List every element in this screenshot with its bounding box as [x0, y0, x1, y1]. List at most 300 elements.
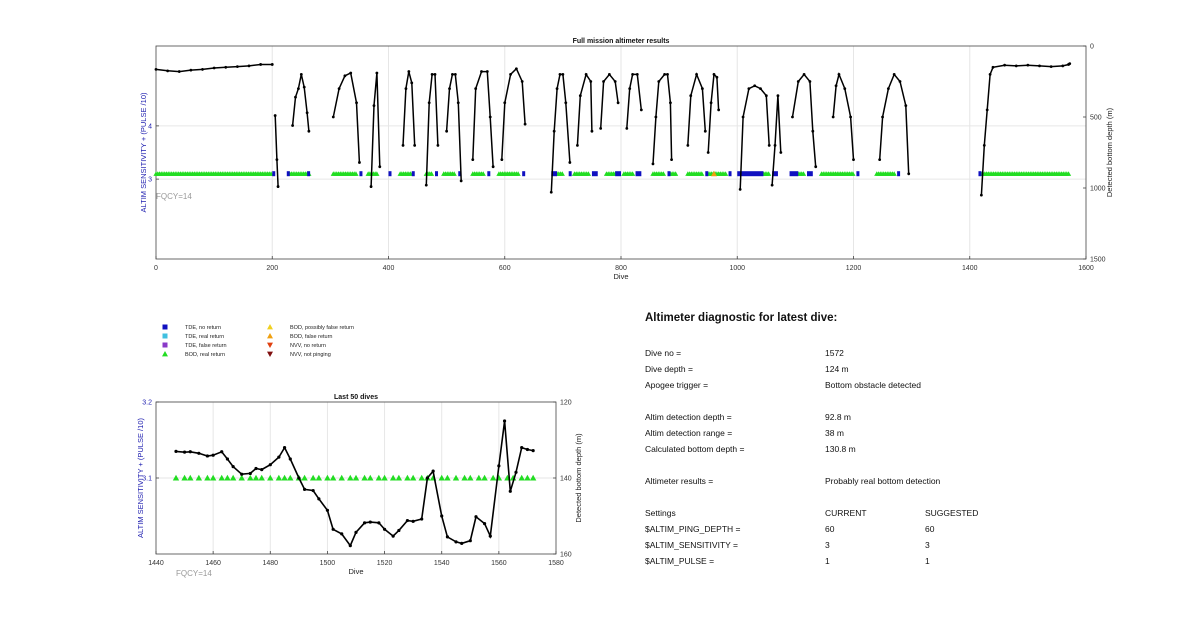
depth-point: [599, 127, 602, 130]
mission-y-right-tick-label: 500: [1090, 114, 1102, 122]
pulse-label: $ALTIM_PULSE =: [645, 556, 715, 566]
depth-point: [289, 457, 292, 460]
depth-point: [492, 165, 495, 168]
depth-point: [454, 73, 457, 76]
tde-no-return-marker: [592, 171, 598, 176]
depth-point: [189, 450, 192, 453]
depth-point: [291, 124, 294, 127]
last50-y-right-tick-label: 140: [560, 475, 572, 483]
ping-depth-suggested: 60: [925, 524, 935, 534]
depth-point: [489, 535, 492, 538]
legend-label: BOD, false return: [290, 334, 333, 341]
depth-point: [791, 116, 794, 119]
depth-point: [349, 544, 352, 547]
depth-point: [402, 144, 405, 147]
depth-point: [297, 476, 300, 479]
depth-point: [454, 540, 457, 543]
last50-x-tick-label: 1440: [148, 560, 164, 567]
depth-point: [657, 80, 660, 83]
depth-line: [688, 74, 706, 145]
depth-point: [451, 73, 454, 76]
depth-point: [260, 468, 263, 471]
dive-depth-label: Dive depth =: [645, 364, 693, 374]
mission-x-tick-label: 400: [382, 265, 395, 272]
sensitivity-suggested: 3: [925, 540, 930, 550]
detect-range-label: Altim detection range =: [645, 428, 733, 438]
depth-line: [473, 72, 493, 167]
legend-marker-triangle: [267, 343, 273, 348]
depth-point: [460, 542, 463, 545]
depth-point: [614, 80, 617, 83]
depth-point: [803, 73, 806, 76]
depth-point: [166, 69, 169, 72]
legend-label: NVV, no return: [290, 343, 326, 350]
last50-y-right-tick-label: 120: [560, 399, 572, 407]
depth-point: [1026, 64, 1029, 67]
depth-point: [509, 73, 512, 76]
tde-no-return-marker: [522, 171, 525, 176]
last50-fqcy-annotation: FQCY=14: [176, 569, 212, 578]
depth-point: [739, 188, 742, 191]
depth-point: [617, 101, 620, 104]
diagnostic-title: Altimeter diagnostic for latest dive:: [645, 312, 838, 324]
depth-line: [293, 74, 309, 131]
depth-point: [670, 158, 673, 161]
depth-point: [503, 101, 506, 104]
depth-point: [695, 73, 698, 76]
depth-point: [178, 70, 181, 73]
depth-point: [814, 165, 817, 168]
depth-point: [332, 528, 335, 531]
depth-point: [303, 488, 306, 491]
depth-point: [520, 446, 523, 449]
depth-point: [405, 87, 408, 90]
depth-point: [434, 73, 437, 76]
last50-y-left-label: ALTIM SENSITIVITY + (PULSE /10): [136, 418, 145, 538]
depth-point: [274, 114, 277, 117]
depth-point: [742, 116, 745, 119]
depth-point: [881, 116, 884, 119]
depth-point: [440, 514, 443, 517]
legend-label: TDE, no return: [185, 325, 222, 332]
mission-chart: [139, 38, 1114, 281]
legend-label: BOD, possibly false return: [290, 325, 354, 332]
depth-point: [413, 144, 416, 147]
depth-point: [457, 101, 460, 104]
depth-point: [425, 184, 428, 187]
depth-point: [686, 144, 689, 147]
depth-point: [514, 471, 517, 474]
last50-chart: [136, 394, 583, 578]
depth-point: [486, 70, 489, 73]
depth-point: [887, 87, 890, 90]
mission-y-right-label: Detected bottom depth (m): [1105, 107, 1114, 198]
depth-point: [608, 73, 611, 76]
depth-point: [480, 70, 483, 73]
depth-point: [397, 529, 400, 532]
depth-point: [370, 185, 373, 188]
depth-point: [666, 73, 669, 76]
depth-point: [717, 109, 720, 112]
depth-point: [317, 497, 320, 500]
legend-marker-square: [163, 325, 168, 330]
depth-point: [765, 94, 768, 97]
depth-point: [904, 104, 907, 107]
depth-point: [303, 86, 306, 89]
depth-point: [550, 191, 553, 194]
legend-label: TDE, false return: [185, 343, 227, 350]
depth-point: [283, 446, 286, 449]
depth-point: [515, 67, 518, 70]
depth-point: [835, 84, 838, 87]
sensitivity-label: $ALTIM_SENSITIVITY =: [645, 540, 738, 550]
tde-no-return-marker: [435, 171, 438, 176]
legend-marker-triangle: [162, 351, 168, 356]
depth-point: [224, 66, 227, 69]
depth-point: [652, 162, 655, 165]
depth-point: [344, 74, 347, 77]
depth-point: [326, 509, 329, 512]
depth-point: [220, 450, 223, 453]
pulse-current: 1: [825, 556, 830, 566]
depth-point: [811, 130, 814, 133]
legend-label: NVV, not pinging: [290, 352, 331, 359]
depth-point: [663, 73, 666, 76]
depth-point: [483, 522, 486, 525]
depth-point: [297, 87, 300, 90]
depth-point: [248, 64, 251, 67]
tde-no-return-marker: [487, 171, 490, 176]
depth-point: [363, 521, 366, 524]
depth-point: [306, 111, 309, 114]
depth-point: [174, 450, 177, 453]
detect-depth-value: 92.8 m: [825, 412, 851, 422]
depth-point: [358, 161, 361, 164]
depth-point: [354, 531, 357, 534]
depth-point: [591, 130, 594, 133]
depth-point: [277, 456, 280, 459]
depth-point: [707, 151, 710, 154]
last50-x-tick-label: 1540: [433, 560, 450, 567]
mission-y-left-label: ALTIM SENSITIVITY + (PULSE /10): [139, 92, 148, 213]
depth-point: [212, 454, 215, 457]
mission-x-label: Dive: [613, 272, 629, 281]
depth-point: [1038, 64, 1041, 67]
last50-x-tick-label: 1480: [262, 560, 279, 567]
depth-point: [355, 101, 358, 104]
depth-point: [759, 87, 762, 90]
legend: [162, 324, 354, 358]
mission-x-tick-label: 1600: [1078, 265, 1094, 272]
tde-no-return-marker: [307, 171, 310, 176]
depth-line: [333, 73, 359, 162]
depth-point: [1050, 65, 1053, 68]
ping-depth-current: 60: [825, 524, 835, 534]
depth-point: [332, 116, 335, 119]
depth-point: [654, 116, 657, 119]
legend-marker-triangle: [267, 352, 273, 357]
last50-y-right-tick-label: 160: [560, 551, 572, 559]
depth-point: [1003, 64, 1006, 67]
depth-point: [689, 94, 692, 97]
legend-label: TDE, real return: [185, 334, 225, 341]
mission-y-right-tick-label: 1000: [1090, 185, 1106, 193]
depth-point: [852, 158, 855, 161]
depth-point: [373, 104, 376, 107]
depth-point: [474, 515, 477, 518]
depth-point: [559, 73, 562, 76]
depth-point: [983, 144, 986, 147]
apogee-value: Bottom obstacle detected: [825, 380, 921, 390]
depth-point: [625, 127, 628, 130]
depth-point: [377, 521, 380, 524]
depth-point: [497, 464, 500, 467]
tde-no-return-marker: [978, 171, 981, 176]
depth-line: [627, 74, 642, 128]
depth-point: [589, 80, 592, 83]
legend-marker-triangle: [267, 324, 273, 329]
tde-no-return-marker: [359, 171, 362, 176]
depth-point: [240, 473, 243, 476]
depth-point: [713, 73, 716, 76]
depth-point: [893, 73, 896, 76]
depth-point: [992, 66, 995, 69]
depth-point: [338, 87, 341, 90]
depth-point: [392, 535, 395, 538]
last50-x-tick-label: 1460: [205, 560, 221, 567]
depth-point: [206, 454, 209, 457]
depth-point: [899, 80, 902, 83]
depth-point: [980, 194, 983, 197]
depth-point: [701, 87, 704, 90]
depth-point: [213, 67, 216, 70]
depth-point: [445, 130, 448, 133]
mission-fqcy-annotation: FQCY=14: [156, 192, 192, 201]
depth-point: [469, 539, 472, 542]
mission-y-right-tick-label: 0: [1090, 43, 1094, 51]
depth-point: [294, 96, 297, 99]
depth-point: [838, 73, 841, 76]
depth-point: [568, 161, 571, 164]
depth-point: [201, 68, 204, 71]
depth-point: [753, 84, 756, 87]
depth-line: [708, 74, 718, 152]
depth-point: [437, 144, 440, 147]
depth-point: [704, 130, 707, 133]
depth-point: [378, 165, 381, 168]
depth-point: [406, 519, 409, 522]
depth-point: [226, 457, 229, 460]
tde-no-return-marker: [569, 171, 572, 176]
current-label: CURRENT: [825, 508, 867, 518]
depth-point: [989, 73, 992, 76]
depth-point: [564, 101, 567, 104]
depth-point: [832, 116, 835, 119]
tde-no-return-marker: [790, 171, 799, 176]
tde-no-return-marker: [615, 171, 621, 176]
mission-x-tick-label: 800: [615, 265, 627, 272]
depth-point: [774, 144, 777, 147]
depth-point: [576, 144, 579, 147]
tde-no-return-marker: [856, 171, 859, 176]
depth-point: [349, 72, 352, 75]
depth-point: [878, 158, 881, 161]
legend-marker-square: [163, 343, 168, 348]
depth-line: [653, 74, 672, 163]
mission-title: Full mission altimeter results: [572, 38, 670, 45]
last50-x-tick-label: 1580: [548, 560, 564, 567]
tde-no-return-marker: [287, 171, 290, 176]
mission-x-tick-label: 0: [154, 265, 158, 272]
last50-y-left-tick-label: 3.1: [142, 475, 152, 483]
depth-point: [561, 73, 564, 76]
dive-no-label: Dive no =: [645, 348, 682, 358]
depth-point: [426, 476, 429, 479]
results-label: Altimeter results =: [645, 476, 714, 486]
depth-point: [553, 130, 556, 133]
depth-point: [276, 158, 279, 161]
mission-y-left-tick-label: 3: [148, 176, 152, 184]
tde-no-return-marker: [412, 171, 415, 176]
depth-point: [509, 490, 512, 493]
depth-point: [312, 489, 315, 492]
depth-point: [797, 80, 800, 83]
depth-point: [843, 87, 846, 90]
legend-marker-square: [163, 334, 168, 339]
depth-point: [383, 528, 386, 531]
detect-range-value: 38 m: [825, 428, 844, 438]
legend-marker-triangle: [267, 333, 273, 338]
depth-point: [747, 87, 750, 90]
depth-point: [986, 109, 989, 112]
tde-no-return-marker: [807, 171, 813, 176]
depth-point: [524, 123, 527, 126]
depth-point: [232, 465, 235, 468]
depth-point: [471, 158, 474, 161]
tde-no-return-marker: [272, 171, 275, 176]
depth-point: [259, 63, 262, 66]
depth-point: [669, 101, 672, 104]
legend-label: BOD, real return: [185, 352, 226, 359]
depth-point: [420, 517, 423, 520]
depth-point: [375, 72, 378, 75]
mission-x-tick-label: 200: [266, 265, 279, 272]
depth-point: [556, 87, 559, 90]
tde-no-return-marker: [729, 171, 732, 176]
detect-depth-label: Altim detection depth =: [645, 412, 732, 422]
depth-point: [716, 76, 719, 79]
depth-point: [526, 448, 529, 451]
depth-point: [410, 82, 413, 85]
depth-point: [628, 87, 631, 90]
depth-point: [640, 109, 643, 112]
depth-point: [271, 63, 274, 66]
mission-x-tick-label: 1000: [729, 265, 746, 272]
last50-x-tick-label: 1520: [376, 560, 393, 567]
depth-point: [236, 65, 239, 68]
depth-line: [880, 74, 909, 173]
depth-point: [907, 172, 910, 175]
depth-point: [631, 73, 634, 76]
depth-point: [189, 69, 192, 72]
depth-point: [1061, 64, 1064, 67]
depth-point: [340, 532, 343, 535]
tde-no-return-marker: [705, 171, 708, 176]
depth-point: [585, 73, 588, 76]
depth-line: [371, 73, 380, 187]
depth-point: [777, 94, 780, 97]
depth-point: [474, 87, 477, 90]
diagnostic-panel: [645, 312, 1165, 566]
depth-point: [254, 467, 257, 470]
depth-point: [636, 73, 639, 76]
depth-line: [176, 421, 533, 546]
depth-point: [579, 94, 582, 97]
depth-point: [431, 73, 434, 76]
tde-no-return-marker: [389, 171, 392, 176]
depth-point: [521, 80, 524, 83]
pulse-suggested: 1: [925, 556, 930, 566]
mission-x-tick-label: 1200: [845, 265, 862, 272]
tde-no-return-marker: [668, 171, 671, 176]
depth-point: [768, 144, 771, 147]
depth-point: [183, 451, 186, 454]
suggested-label: SUGGESTED: [925, 508, 979, 518]
depth-point: [155, 68, 158, 71]
mission-y-right-tick-label: 1500: [1090, 256, 1106, 264]
tde-no-return-marker: [636, 171, 642, 176]
tde-no-return-marker: [897, 171, 900, 176]
depth-point: [779, 151, 782, 154]
mission-x-tick-label: 1400: [961, 265, 978, 272]
depth-point: [460, 180, 463, 183]
depth-line: [793, 74, 816, 166]
depth-point: [500, 158, 503, 161]
dive-no-value: 1572: [825, 348, 844, 358]
depth-point: [1015, 64, 1018, 67]
depth-point: [249, 472, 252, 475]
depth-point: [412, 520, 415, 523]
depth-point: [1068, 62, 1071, 65]
last50-x-label: Dive: [348, 567, 364, 576]
depth-point: [489, 116, 492, 119]
mission-x-tick-label: 600: [498, 265, 511, 272]
ping-depth-label: $ALTIM_PING_DEPTH =: [645, 524, 741, 534]
dive-depth-value: 124 m: [825, 364, 849, 374]
depth-point: [809, 80, 812, 83]
results-value: Probably real bottom detection: [825, 476, 941, 486]
depth-point: [300, 73, 303, 76]
depth-point: [446, 535, 449, 538]
depth-point: [503, 419, 506, 422]
apogee-label: Apogee trigger =: [645, 380, 709, 390]
depth-point: [532, 449, 535, 452]
depth-point: [197, 452, 200, 455]
mission-y-left-tick-label: 4: [148, 123, 152, 131]
depth-point: [277, 185, 280, 188]
depth-point: [432, 470, 435, 473]
last50-y-left-tick-label: 3.2: [142, 399, 152, 407]
depth-point: [407, 70, 410, 73]
last50-title: Last 50 dives: [334, 394, 378, 401]
depth-point: [849, 116, 852, 119]
last50-x-tick-label: 1560: [491, 560, 507, 567]
depth-point: [771, 184, 774, 187]
sensitivity-current: 3: [825, 540, 830, 550]
depth-point: [428, 101, 431, 104]
depth-line: [447, 74, 462, 180]
depth-line: [426, 74, 438, 185]
